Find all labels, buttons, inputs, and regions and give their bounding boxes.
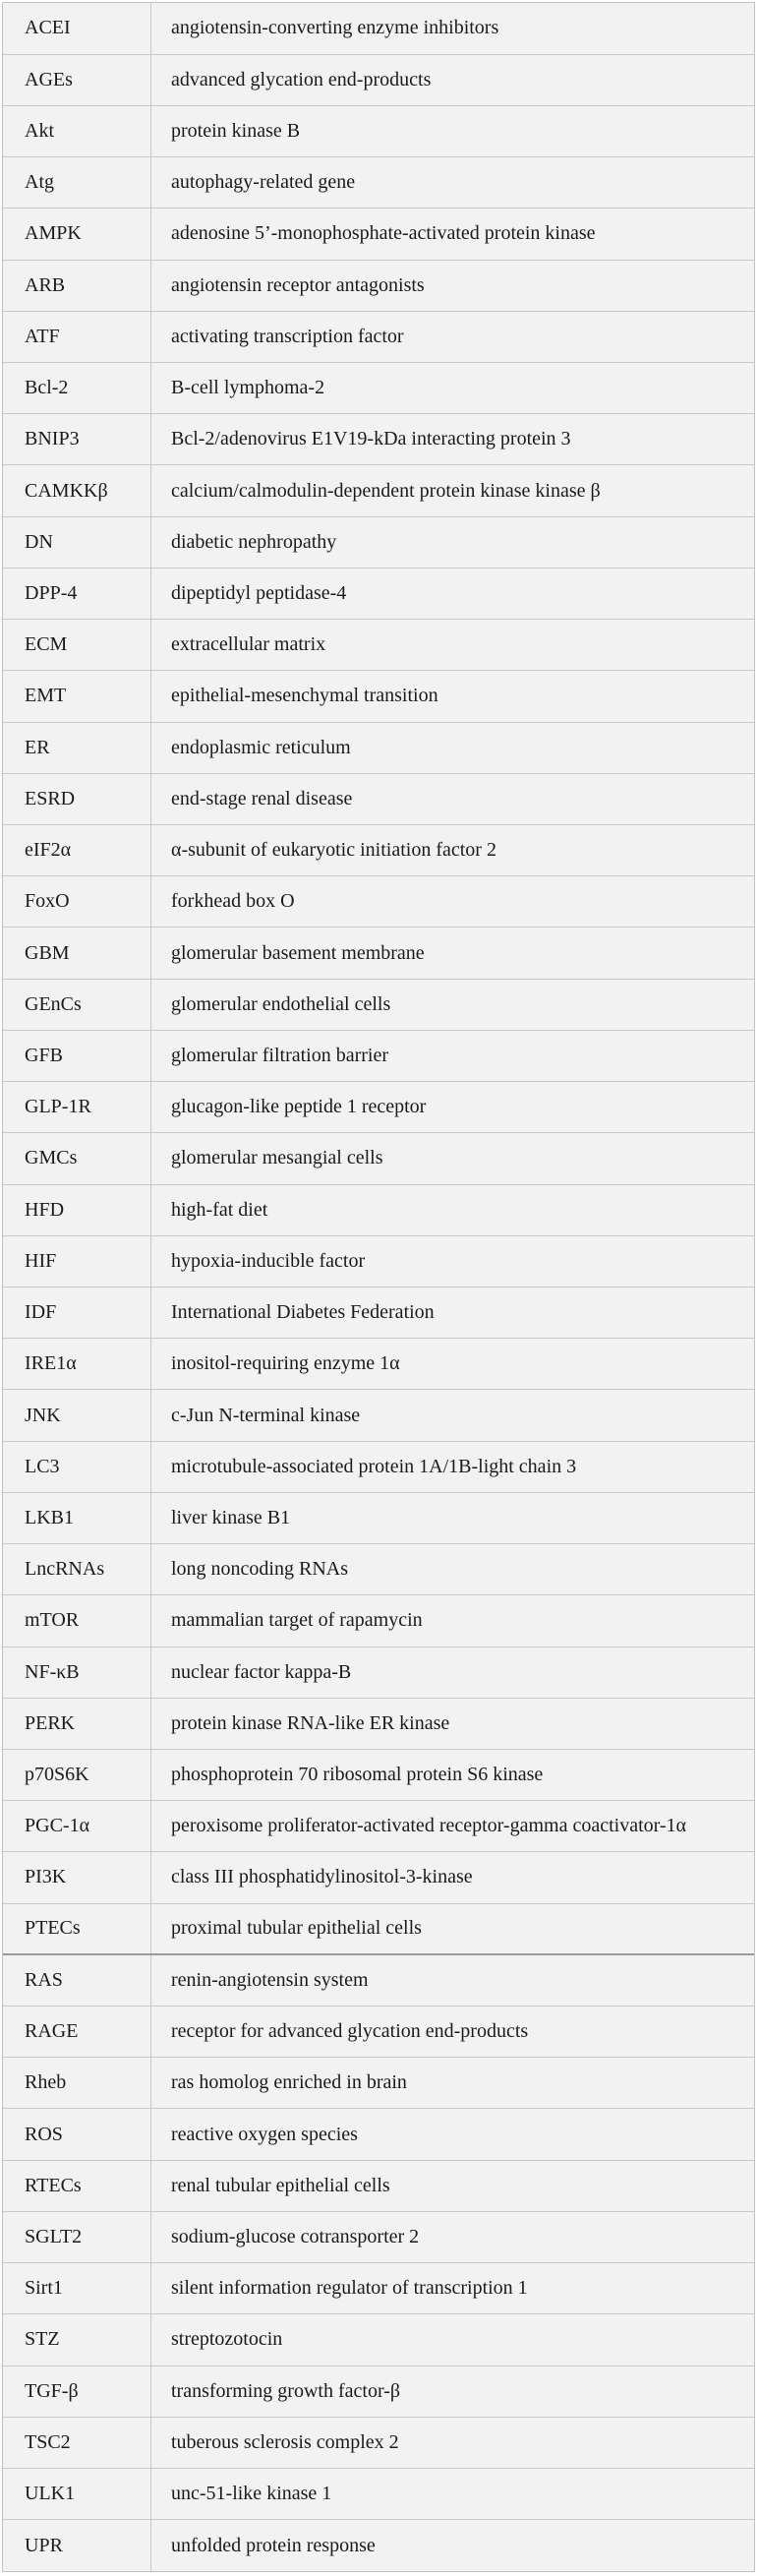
table-row bbox=[3, 2417, 754, 2468]
table-row bbox=[3, 2469, 754, 2520]
definition-cell: liver kinase B1 bbox=[151, 1492, 755, 1543]
definition-cell: sodium-glucose cotransporter 2 bbox=[151, 2211, 755, 2262]
table-row bbox=[3, 620, 754, 671]
definition-cell: International Diabetes Federation bbox=[151, 1287, 755, 1338]
abbreviation-cell: LC3 bbox=[3, 1441, 151, 1492]
abbreviation-cell: GBM bbox=[3, 928, 151, 979]
abbreviation-cell: IDF bbox=[3, 1287, 151, 1338]
definition-cell: high-fat diet bbox=[151, 1184, 755, 1235]
abbreviation-cell: TSC2 bbox=[3, 2417, 151, 2468]
definition-cell: peroxisome proliferator-activated receptor-gamma coactivator-1α bbox=[151, 1801, 755, 1852]
abbreviations-table-container bbox=[2, 2, 755, 2572]
table-row bbox=[3, 1287, 754, 1338]
definition-cell: α-subunit of eukaryotic initiation factor 2 bbox=[151, 825, 755, 876]
table-row bbox=[3, 1082, 754, 1133]
definition-cell: B-cell lymphoma-2 bbox=[151, 363, 755, 414]
abbreviation-cell: BNIP3 bbox=[3, 414, 151, 465]
table-row bbox=[3, 2314, 754, 2366]
table-row bbox=[3, 1801, 754, 1852]
definition-cell: Bcl-2/adenovirus E1V19-kDa interacting protein 3 bbox=[151, 414, 755, 465]
abbreviation-cell: RTECs bbox=[3, 2160, 151, 2211]
abbreviation-cell: RAS bbox=[3, 1954, 151, 2006]
abbreviation-cell: AMPK bbox=[3, 209, 151, 260]
table-row bbox=[3, 2160, 754, 2211]
definition-cell: activating transcription factor bbox=[151, 311, 755, 362]
abbreviation-cell: PGC-1α bbox=[3, 1801, 151, 1852]
abbreviation-cell: eIF2α bbox=[3, 825, 151, 876]
table-row bbox=[3, 1647, 754, 1698]
definition-cell: phosphoprotein 70 ribosomal protein S6 kinase bbox=[151, 1749, 755, 1800]
abbreviation-cell: UPR bbox=[3, 2520, 151, 2571]
abbreviation-cell: ULK1 bbox=[3, 2469, 151, 2520]
abbreviation-cell: Sirt1 bbox=[3, 2263, 151, 2314]
abbreviation-cell: HFD bbox=[3, 1184, 151, 1235]
table-row bbox=[3, 2263, 754, 2314]
table-row bbox=[3, 2109, 754, 2160]
abbreviation-cell: Rheb bbox=[3, 2058, 151, 2109]
abbreviation-cell: GEnCs bbox=[3, 979, 151, 1030]
abbreviation-cell: STZ bbox=[3, 2314, 151, 2366]
table-row bbox=[3, 2520, 754, 2571]
definition-cell: inositol-requiring enzyme 1α bbox=[151, 1339, 755, 1390]
definition-cell: long noncoding RNAs bbox=[151, 1544, 755, 1595]
table-row bbox=[3, 1954, 754, 2006]
definition-cell: glomerular mesangial cells bbox=[151, 1133, 755, 1184]
table-row bbox=[3, 1235, 754, 1287]
abbreviation-cell: SGLT2 bbox=[3, 2211, 151, 2262]
definition-cell: endoplasmic reticulum bbox=[151, 722, 755, 773]
definition-cell: proximal tubular epithelial cells bbox=[151, 1903, 755, 1954]
table-row bbox=[3, 2007, 754, 2058]
abbreviation-cell: GLP-1R bbox=[3, 1082, 151, 1133]
table-row bbox=[3, 1133, 754, 1184]
definition-cell: glomerular filtration barrier bbox=[151, 1030, 755, 1081]
definition-cell: diabetic nephropathy bbox=[151, 516, 755, 568]
table-row bbox=[3, 1492, 754, 1543]
table-row bbox=[3, 54, 754, 105]
abbreviation-cell: ARB bbox=[3, 260, 151, 311]
abbreviation-cell: IRE1α bbox=[3, 1339, 151, 1390]
table-row bbox=[3, 1544, 754, 1595]
table-row bbox=[3, 3, 754, 54]
definition-cell: microtubule-associated protein 1A/1B-light chain 3 bbox=[151, 1441, 755, 1492]
definition-cell: class III phosphatidylinositol-3-kinase bbox=[151, 1852, 755, 1903]
table-row bbox=[3, 722, 754, 773]
abbreviation-cell: EMT bbox=[3, 671, 151, 722]
table-row bbox=[3, 363, 754, 414]
definition-cell: transforming growth factor-β bbox=[151, 2366, 755, 2417]
abbreviation-cell: RAGE bbox=[3, 2007, 151, 2058]
abbreviation-cell: Akt bbox=[3, 105, 151, 156]
definition-cell: reactive oxygen species bbox=[151, 2109, 755, 2160]
table-row bbox=[3, 1595, 754, 1647]
abbreviation-cell: ACEI bbox=[3, 3, 151, 54]
definition-cell: receptor for advanced glycation end-products bbox=[151, 2007, 755, 2058]
table-row bbox=[3, 1339, 754, 1390]
definition-cell: advanced glycation end-products bbox=[151, 54, 755, 105]
definition-cell: ras homolog enriched in brain bbox=[151, 2058, 755, 2109]
definition-cell: unfolded protein response bbox=[151, 2520, 755, 2571]
abbreviation-cell: GMCs bbox=[3, 1133, 151, 1184]
definition-cell: hypoxia-inducible factor bbox=[151, 1235, 755, 1287]
table-row bbox=[3, 465, 754, 516]
abbreviations-table bbox=[3, 3, 754, 2571]
definition-cell: autophagy-related gene bbox=[151, 157, 755, 209]
definition-cell: protein kinase RNA-like ER kinase bbox=[151, 1698, 755, 1749]
definition-cell: streptozotocin bbox=[151, 2314, 755, 2366]
abbreviation-cell: PTECs bbox=[3, 1903, 151, 1954]
abbreviation-cell: HIF bbox=[3, 1235, 151, 1287]
abbreviation-cell: PI3K bbox=[3, 1852, 151, 1903]
definition-cell: glucagon-like peptide 1 receptor bbox=[151, 1082, 755, 1133]
table-row bbox=[3, 1184, 754, 1235]
abbreviation-cell: ROS bbox=[3, 2109, 151, 2160]
definition-cell: end-stage renal disease bbox=[151, 773, 755, 824]
definition-cell: nuclear factor kappa-B bbox=[151, 1647, 755, 1698]
abbreviation-cell: LKB1 bbox=[3, 1492, 151, 1543]
abbreviation-cell: PERK bbox=[3, 1698, 151, 1749]
definition-cell: forkhead box O bbox=[151, 876, 755, 928]
abbreviation-cell: ATF bbox=[3, 311, 151, 362]
abbreviation-cell: CAMKKβ bbox=[3, 465, 151, 516]
definition-cell: adenosine 5’-monophosphate-activated protein kinase bbox=[151, 209, 755, 260]
table-row bbox=[3, 516, 754, 568]
definition-cell: epithelial-mesenchymal transition bbox=[151, 671, 755, 722]
abbreviation-cell: FoxO bbox=[3, 876, 151, 928]
abbreviation-cell: DPP-4 bbox=[3, 568, 151, 619]
table-row bbox=[3, 876, 754, 928]
definition-cell: silent information regulator of transcription 1 bbox=[151, 2263, 755, 2314]
abbreviation-cell: DN bbox=[3, 516, 151, 568]
table-row bbox=[3, 825, 754, 876]
definition-cell: c-Jun N-terminal kinase bbox=[151, 1390, 755, 1441]
table-row bbox=[3, 979, 754, 1030]
abbreviation-cell: Atg bbox=[3, 157, 151, 209]
table-row bbox=[3, 928, 754, 979]
abbreviation-cell: ER bbox=[3, 722, 151, 773]
abbreviation-cell: JNK bbox=[3, 1390, 151, 1441]
table-row bbox=[3, 260, 754, 311]
table-row bbox=[3, 105, 754, 156]
table-row bbox=[3, 1390, 754, 1441]
definition-cell: unc-51-like kinase 1 bbox=[151, 2469, 755, 2520]
abbreviation-cell: LncRNAs bbox=[3, 1544, 151, 1595]
definition-cell: renin-angiotensin system bbox=[151, 1954, 755, 2006]
abbreviation-cell: NF-κB bbox=[3, 1647, 151, 1698]
abbreviation-cell: AGEs bbox=[3, 54, 151, 105]
definition-cell: extracellular matrix bbox=[151, 620, 755, 671]
table-row bbox=[3, 1852, 754, 1903]
table-row bbox=[3, 2211, 754, 2262]
definition-cell: glomerular endothelial cells bbox=[151, 979, 755, 1030]
abbreviation-cell: TGF-β bbox=[3, 2366, 151, 2417]
definition-cell: protein kinase B bbox=[151, 105, 755, 156]
abbreviation-cell: ECM bbox=[3, 620, 151, 671]
table-row bbox=[3, 209, 754, 260]
definition-cell: glomerular basement membrane bbox=[151, 928, 755, 979]
table-row bbox=[3, 1698, 754, 1749]
table-row bbox=[3, 568, 754, 619]
table-row bbox=[3, 2058, 754, 2109]
definition-cell: tuberous sclerosis complex 2 bbox=[151, 2417, 755, 2468]
definition-cell: calcium/calmodulin-dependent protein kinase kinase β bbox=[151, 465, 755, 516]
table-row bbox=[3, 1030, 754, 1081]
abbreviation-cell: Bcl-2 bbox=[3, 363, 151, 414]
abbreviation-cell: mTOR bbox=[3, 1595, 151, 1647]
definition-cell: angiotensin-converting enzyme inhibitors bbox=[171, 17, 499, 39]
table-row bbox=[3, 773, 754, 824]
definition-cell: angiotensin receptor antagonists bbox=[151, 260, 755, 311]
abbreviation-cell: p70S6K bbox=[3, 1749, 151, 1800]
abbreviation-cell: GFB bbox=[3, 1030, 151, 1081]
table-row bbox=[3, 1903, 754, 1954]
abbreviations-table-body bbox=[3, 3, 754, 2571]
table-row bbox=[3, 414, 754, 465]
abbreviation-cell: ESRD bbox=[3, 773, 151, 824]
table-row bbox=[3, 1441, 754, 1492]
table-row bbox=[3, 311, 754, 362]
definition-cell: mammalian target of rapamycin bbox=[151, 1595, 755, 1647]
definition-cell: dipeptidyl peptidase-4 bbox=[151, 568, 755, 619]
table-row bbox=[3, 157, 754, 209]
table-row bbox=[3, 1749, 754, 1800]
definition-cell: renal tubular epithelial cells bbox=[151, 2160, 755, 2211]
table-row bbox=[3, 671, 754, 722]
table-row bbox=[3, 2366, 754, 2417]
